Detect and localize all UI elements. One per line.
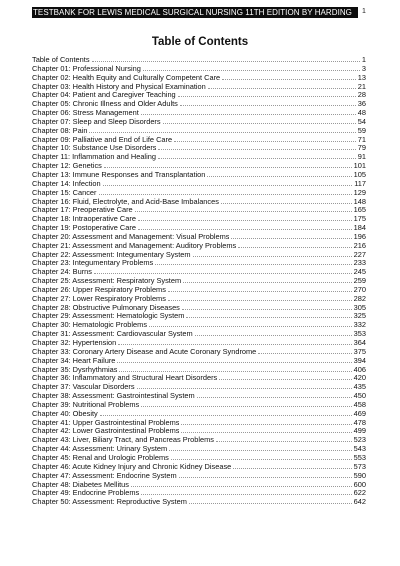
toc-entry-page: 36 bbox=[357, 99, 366, 109]
toc-entry[interactable] bbox=[32, 118, 366, 127]
toc-entry-page: 1 bbox=[361, 55, 366, 64]
toc-entry[interactable] bbox=[32, 321, 366, 330]
toc-leader-dots bbox=[135, 206, 352, 212]
toc-leader-dots bbox=[258, 348, 351, 354]
toc-entry-label: Chapter 32: Hypertension bbox=[32, 339, 117, 347]
toc-entry-label: Chapter 23: Integumentary Problems bbox=[32, 259, 154, 268]
toc-entry-page: 364 bbox=[353, 338, 366, 347]
toc-entry-label: Chapter 11: Inflammation and Healing bbox=[32, 153, 156, 162]
toc-leader-dots bbox=[222, 74, 356, 80]
toc-entry-label: Chapter 06: Stress Management bbox=[32, 109, 139, 118]
toc-entry-page: 469 bbox=[353, 408, 366, 418]
toc-entry[interactable] bbox=[32, 180, 366, 189]
toc-entry[interactable] bbox=[32, 144, 366, 153]
toc-entry[interactable] bbox=[32, 189, 366, 198]
toc-entry-label: Chapter 37: Vascular Disorders bbox=[32, 383, 135, 392]
toc-entry-page: 499 bbox=[353, 426, 366, 436]
toc-leader-dots bbox=[94, 268, 352, 274]
toc-entry[interactable] bbox=[32, 100, 366, 109]
toc-leader-dots bbox=[181, 419, 351, 425]
toc-leader-dots bbox=[174, 136, 356, 142]
toc-entry-label: Chapter 46: Acute Kidney Injury and Chronic Kidney Disease bbox=[32, 462, 232, 471]
toc-leader-dots bbox=[104, 162, 352, 168]
toc-entry-page: 458 bbox=[353, 399, 366, 409]
toc-entry-page: 216 bbox=[353, 240, 366, 250]
toc-entry[interactable] bbox=[32, 242, 366, 251]
toc-entry[interactable] bbox=[32, 304, 366, 313]
toc-entry-page: 233 bbox=[353, 258, 366, 268]
toc-entry-label: Chapter 47: Assessment: Endocrine System bbox=[32, 471, 177, 480]
toc-entry-label: Chapter 16: Fluid, Electrolyte, and Acid-Base Imbalances bbox=[32, 197, 219, 206]
toc-entry-label: Chapter 36: Inflammatory and Structural Heart Disorders bbox=[32, 374, 218, 383]
toc-entry-label: Chapter 14: Infection bbox=[32, 179, 101, 188]
toc-entry-page: 573 bbox=[353, 461, 366, 471]
toc-leader-dots bbox=[216, 436, 352, 442]
toc-entry[interactable] bbox=[32, 348, 366, 357]
toc-entry[interactable] bbox=[32, 436, 366, 445]
toc-entry-label: Chapter 02: Health Equity and Culturally Competent Care bbox=[32, 73, 221, 82]
toc-leader-dots bbox=[169, 445, 352, 451]
page-number: 1 bbox=[362, 8, 366, 15]
toc-entry[interactable] bbox=[32, 427, 366, 436]
toc-entry-label: Chapter 34: Heart Failure bbox=[32, 356, 116, 365]
header-banner: TESTBANK FOR LEWIS MEDICAL SURGICAL NURSING 11TH EDITION BY HARDING bbox=[32, 7, 358, 18]
toc-leader-dots bbox=[103, 180, 353, 186]
toc-leader-dots bbox=[195, 330, 352, 336]
toc-entry[interactable] bbox=[32, 91, 366, 100]
toc-leader-dots bbox=[178, 91, 356, 97]
toc-entry[interactable] bbox=[32, 295, 366, 304]
toc-entry-page: 325 bbox=[353, 311, 366, 321]
toc-leader-dots bbox=[181, 427, 351, 433]
toc-entry[interactable] bbox=[32, 153, 366, 162]
toc-entry[interactable] bbox=[32, 419, 366, 428]
toc-leader-dots bbox=[183, 277, 352, 283]
toc-entry-label: Chapter 40: Obesity bbox=[32, 409, 98, 418]
toc-leader-dots bbox=[137, 383, 352, 389]
toc-leader-dots bbox=[171, 454, 352, 460]
toc-entry-label: Chapter 33: Coronary Artery Disease and Acute Coronary Syndrome bbox=[32, 347, 257, 356]
toc-leader-dots bbox=[231, 233, 351, 239]
toc-leader-dots bbox=[193, 251, 352, 257]
toc-entry-page: 71 bbox=[357, 134, 366, 144]
toc-entry-page: 543 bbox=[353, 444, 366, 454]
toc-entry-label: Chapter 44: Assessment: Urinary System bbox=[32, 445, 168, 454]
toc-entry-label: Chapter 17: Preoperative Care bbox=[32, 206, 133, 215]
toc-leader-dots bbox=[189, 498, 352, 504]
toc-entry-label: Chapter 12: Genetics bbox=[32, 162, 102, 171]
toc-leader-dots bbox=[163, 118, 356, 124]
toc-entry[interactable] bbox=[32, 127, 366, 136]
toc-leader-dots bbox=[197, 392, 352, 398]
toc-entry-page: 259 bbox=[353, 276, 366, 286]
toc-entry-page: 622 bbox=[353, 488, 366, 498]
toc-entry-label: Chapter 49: Endocrine Problems bbox=[32, 489, 140, 498]
toc-leader-dots bbox=[182, 304, 352, 310]
toc-entry-page: 332 bbox=[353, 320, 366, 330]
toc-entry-label: Chapter 13: Immune Responses and Transplantation bbox=[32, 170, 206, 179]
toc-leader-dots bbox=[186, 312, 351, 318]
toc-entry[interactable] bbox=[32, 339, 366, 348]
toc-entry[interactable] bbox=[32, 481, 366, 490]
toc-leader-dots bbox=[238, 242, 351, 248]
toc-entry[interactable] bbox=[32, 463, 366, 472]
toc-leader-dots bbox=[118, 339, 351, 345]
toc-leader-dots bbox=[143, 65, 360, 71]
toc-entry[interactable] bbox=[32, 401, 366, 410]
toc-entry-label: Chapter 31: Assessment: Cardiovascular System bbox=[32, 330, 193, 339]
toc-entry-page: 54 bbox=[357, 116, 366, 126]
toc-leader-dots bbox=[117, 357, 351, 363]
toc-entry-label: Chapter 27: Lower Respiratory Problems bbox=[32, 294, 166, 303]
toc-entry[interactable] bbox=[32, 224, 366, 233]
toc-entry-label: Chapter 05: Chronic Illness and Older Adults bbox=[32, 100, 178, 109]
toc-entry[interactable] bbox=[32, 65, 366, 74]
toc-entry[interactable] bbox=[32, 312, 366, 321]
toc-entry[interactable] bbox=[32, 233, 366, 242]
toc-entry-page: 450 bbox=[353, 391, 366, 401]
toc-entry-page: 305 bbox=[353, 302, 366, 312]
toc-entry-page: 375 bbox=[353, 346, 366, 356]
toc-entry-label: Chapter 15: Cancer bbox=[32, 188, 97, 197]
toc-entry[interactable] bbox=[32, 83, 366, 92]
toc-entry-page: 590 bbox=[353, 470, 366, 480]
toc-entry-page: 117 bbox=[354, 178, 366, 188]
toc-entry-page: 600 bbox=[353, 479, 366, 489]
toc-entry-label: Chapter 09: Palliative and End of Life Care bbox=[32, 135, 173, 144]
toc-entry-label: Chapter 43: Liver, Biliary Tract, and Pancreas Problems bbox=[32, 436, 214, 445]
toc-leader-dots bbox=[219, 374, 351, 380]
toc-entry[interactable] bbox=[32, 136, 366, 145]
toc-leader-dots bbox=[180, 100, 356, 106]
toc-entry-page: 48 bbox=[357, 108, 366, 118]
toc-entry[interactable] bbox=[32, 259, 366, 268]
toc-entry-label: Chapter 25: Assessment: Respiratory System bbox=[32, 277, 182, 286]
toc-leader-dots bbox=[138, 215, 352, 221]
toc-entry-label: Chapter 42: Lower Gastrointestinal Problems bbox=[32, 427, 180, 436]
toc-entry[interactable] bbox=[32, 162, 366, 171]
toc-entry-label: Chapter 41: Upper Gastrointestinal Problems bbox=[32, 418, 180, 427]
toc-leader-dots bbox=[131, 481, 352, 487]
toc-entry-label: Chapter 48: Diabetes Mellitus bbox=[32, 480, 129, 489]
toc-entry-page: 21 bbox=[357, 81, 366, 91]
toc-entry-page: 553 bbox=[353, 452, 366, 462]
toc-entry-page: 3 bbox=[361, 63, 366, 73]
toc-leader-dots bbox=[168, 286, 352, 292]
toc-leader-dots bbox=[168, 295, 352, 301]
toc-entry[interactable] bbox=[32, 109, 366, 118]
toc-leader-dots bbox=[141, 401, 351, 407]
toc-entry-page: 227 bbox=[353, 249, 366, 259]
toc-entry-label: Chapter 18: Intraoperative Care bbox=[32, 215, 136, 224]
toc-entry-label: Chapter 08: Pain bbox=[32, 126, 88, 135]
toc-entry-label: Chapter 10: Substance Use Disorders bbox=[32, 144, 157, 153]
toc-entry[interactable] bbox=[32, 277, 366, 286]
toc-entry-label: Chapter 39: Nutritional Problems bbox=[32, 400, 140, 409]
toc-entry-label: Chapter 38: Assessment: Gastrointestinal System bbox=[32, 392, 195, 401]
toc-entry-page: 523 bbox=[353, 435, 366, 445]
toc-entry-label: Chapter 30: Hematologic Problems bbox=[32, 321, 148, 330]
toc-entry-label: Chapter 22: Assessment: Integumentary System bbox=[32, 250, 191, 259]
toc-leader-dots bbox=[207, 171, 351, 177]
toc-entry-page: 245 bbox=[353, 267, 366, 277]
toc-entry[interactable] bbox=[32, 472, 366, 481]
toc-leader-dots bbox=[89, 127, 355, 133]
toc-entry[interactable] bbox=[32, 286, 366, 295]
toc-leader-dots bbox=[119, 366, 351, 372]
toc-entry[interactable] bbox=[32, 268, 366, 277]
toc-entry-page: 406 bbox=[353, 364, 366, 374]
toc-entry-page: 165 bbox=[353, 205, 366, 215]
toc-entry[interactable] bbox=[32, 330, 366, 339]
toc-entry-page: 175 bbox=[353, 214, 366, 224]
toc-entry[interactable] bbox=[32, 445, 366, 454]
toc-leader-dots bbox=[179, 472, 352, 478]
toc-entry-page: 478 bbox=[353, 417, 366, 427]
toc-entry[interactable] bbox=[32, 454, 366, 463]
toc-entry[interactable] bbox=[32, 215, 366, 224]
toc-leader-dots bbox=[138, 224, 352, 230]
toc-leader-dots bbox=[221, 198, 352, 204]
toc-entry-page: 59 bbox=[357, 125, 366, 135]
toc-entry[interactable] bbox=[32, 489, 366, 498]
toc-entry[interactable] bbox=[32, 198, 366, 207]
toc-leader-dots bbox=[155, 259, 351, 265]
toc-entry-page: 282 bbox=[353, 293, 366, 303]
table-of-contents bbox=[32, 56, 366, 507]
toc-entry-page: 79 bbox=[357, 143, 366, 153]
toc-leader-dots bbox=[158, 144, 355, 150]
toc-entry-page: 642 bbox=[353, 497, 366, 507]
toc-entry-label: Chapter 35: Dysrhythmias bbox=[32, 365, 118, 374]
toc-leader-dots bbox=[158, 153, 356, 159]
toc-entry[interactable] bbox=[32, 56, 366, 65]
toc-entry-page: 435 bbox=[353, 382, 366, 392]
toc-entry-page: 184 bbox=[353, 223, 366, 233]
toc-entry-label: Chapter 26: Upper Respiratory Problems bbox=[32, 285, 166, 294]
toc-entry-page: 105 bbox=[353, 169, 366, 179]
toc-entry-label: Chapter 21: Assessment and Management: Auditory Problems bbox=[32, 241, 237, 250]
toc-entry-page: 353 bbox=[353, 329, 366, 339]
toc-leader-dots bbox=[149, 321, 352, 327]
toc-entry-label: Chapter 20: Assessment and Management: Visual Problems bbox=[32, 232, 230, 241]
toc-entry[interactable] bbox=[32, 74, 366, 83]
toc-entry[interactable] bbox=[32, 383, 366, 392]
toc-entry-page: 13 bbox=[357, 72, 366, 82]
toc-entry-label: Chapter 45: Renal and Urologic Problems bbox=[32, 453, 169, 462]
toc-leader-dots bbox=[141, 489, 351, 495]
toc-entry-page: 101 bbox=[353, 161, 366, 171]
toc-entry[interactable] bbox=[32, 410, 366, 419]
toc-leader-dots bbox=[141, 109, 356, 115]
toc-entry-label: Chapter 04: Patient and Caregiver Teaching bbox=[32, 91, 176, 100]
toc-entry[interactable] bbox=[32, 357, 366, 366]
toc-entry[interactable] bbox=[32, 251, 366, 260]
toc-entry-label: Chapter 03: Health History and Physical Examination bbox=[32, 82, 206, 91]
toc-entry[interactable] bbox=[32, 498, 366, 507]
toc-entry-label: Chapter 24: Burns bbox=[32, 268, 92, 277]
toc-entry-page: 394 bbox=[353, 355, 366, 365]
toc-entry-page: 270 bbox=[353, 284, 366, 294]
toc-leader-dots bbox=[208, 83, 356, 89]
toc-entry[interactable] bbox=[32, 392, 366, 401]
toc-leader-dots bbox=[92, 56, 360, 62]
toc-entry-page: 91 bbox=[357, 152, 366, 162]
toc-entry-label: Chapter 28: Obstructive Pulmonary Diseases bbox=[32, 303, 180, 312]
toc-entry-label: Chapter 29: Assessment: Hematologic System bbox=[32, 312, 185, 321]
toc-entry-page: 420 bbox=[353, 373, 366, 383]
toc-entry[interactable] bbox=[32, 206, 366, 215]
toc-leader-dots bbox=[233, 463, 351, 469]
toc-entry-page: 28 bbox=[357, 90, 366, 100]
toc-leader-dots bbox=[100, 410, 352, 416]
toc-entry-label: Chapter 19: Postoperative Care bbox=[32, 224, 136, 233]
toc-entry-label: Table of Contents bbox=[32, 56, 90, 64]
toc-entry-page: 129 bbox=[353, 187, 366, 197]
page-title: Table of Contents bbox=[151, 36, 249, 48]
toc-entry-label: Chapter 07: Sleep and Sleep Disorders bbox=[32, 117, 161, 126]
toc-entry-label: Chapter 50: Assessment: Reproductive System bbox=[32, 498, 187, 507]
toc-entry-page: 196 bbox=[353, 231, 366, 241]
toc-entry[interactable] bbox=[32, 374, 366, 383]
toc-leader-dots bbox=[99, 189, 352, 195]
toc-entry-page: 148 bbox=[353, 196, 366, 206]
toc-entry[interactable] bbox=[32, 171, 366, 180]
toc-entry[interactable] bbox=[32, 366, 366, 375]
toc-entry-label: Chapter 01: Professional Nursing bbox=[32, 64, 141, 73]
